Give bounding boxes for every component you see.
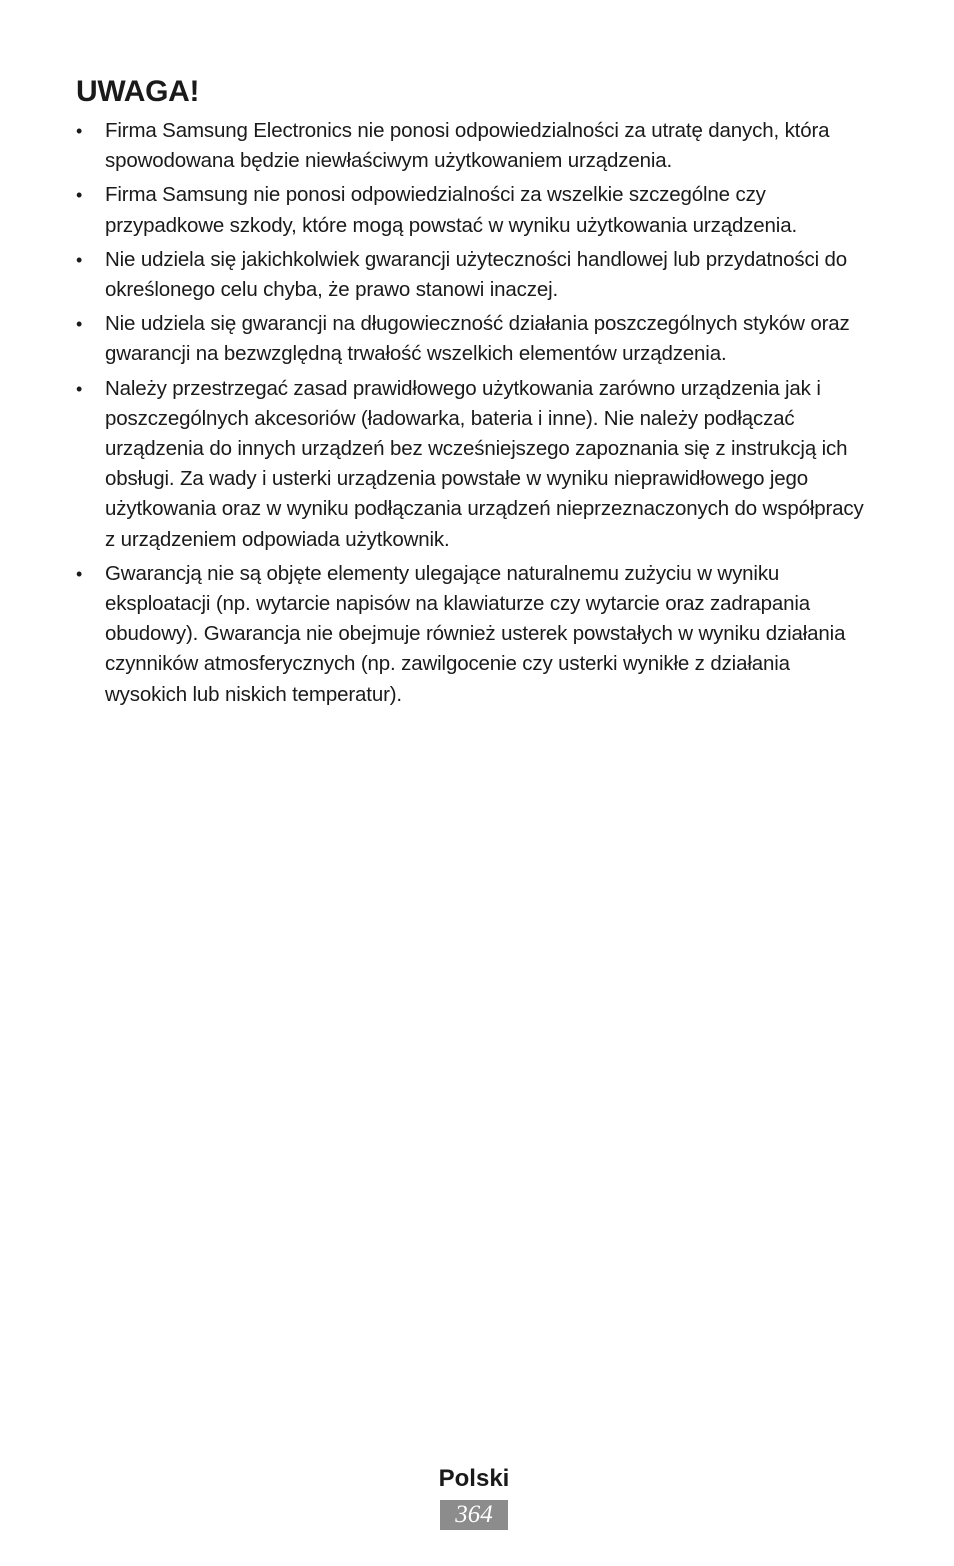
- list-item: [76, 374, 876, 555]
- footer-language: Polski: [438, 1465, 510, 1492]
- warning-list: [76, 116, 876, 710]
- page-footer: [0, 1462, 954, 1530]
- bullet-icon: •: [76, 249, 83, 270]
- list-item-text: Gwarancją nie są objęte elementy ulegające naturalnemu zużyciu w wyniku eksploatacji (np. wytarcie napisów na klawiaturze czy wytarcie oraz zadrapania obudowy). Gwarancja nie obejmuje również usterek powstałych w wyniku działania czynników atmosferycznych (np. zawilgocenie czy usterki wynikłe z działania wysokich lub niskich temperatur).: [105, 561, 846, 706]
- list-item: [76, 309, 876, 369]
- list-item: [76, 559, 876, 710]
- list-item: [76, 180, 876, 240]
- list-item: [76, 116, 876, 176]
- list-item-text: Nie udziela się jakichkolwiek gwarancji użyteczności handlowej lub przydatności do określonego celu chyba, że prawo stanowi inaczej.: [105, 247, 848, 302]
- bullet-icon: •: [76, 314, 83, 335]
- bullet-icon: •: [76, 563, 83, 584]
- bullet-icon: •: [76, 121, 83, 141]
- list-item-text: Firma Samsung Electronics nie ponosi odpowiedzialności za utratę danych, która spowodowana będzie niewłaściwym użytkowaniem urządzenia.: [105, 119, 830, 173]
- document-content: [76, 72, 876, 714]
- list-item-text: Należy przestrzegać zasad prawidłowego użytkowania zarówno urządzenia jak i poszczególnych akcesoriów (ładowarka, bateria i inne). Nie należy podłączać urządzenia do innych urządzeń bez wcześniejszego zapoznania się z instrukcją ich obsługi. Za wady i usterki urządzenia powstałe w wyniku nieprawidłowego jego użytkowania oraz w wyniku podłączania urządzeń nieprzeznaczonych do współpracy z urządzeniem odpowiada użytkownik.: [105, 376, 864, 551]
- list-item-text: Firma Samsung nie ponosi odpowiedzialności za wszelkie szczególne czy przypadkowe szkody, które mogą powstać w wyniku użytkowania urządzenia.: [105, 183, 797, 237]
- list-item: [76, 245, 876, 305]
- section-heading: UWAGA!: [76, 75, 200, 108]
- bullet-icon: •: [76, 378, 83, 399]
- list-item-text: Nie udziela się gwarancji na długowieczność działania poszczególnych styków oraz gwarancji na bezwzględną trwałość wszelkich elementów urządzenia.: [105, 312, 850, 366]
- bullet-icon: •: [76, 185, 83, 206]
- page-number-badge: 364: [440, 1500, 508, 1530]
